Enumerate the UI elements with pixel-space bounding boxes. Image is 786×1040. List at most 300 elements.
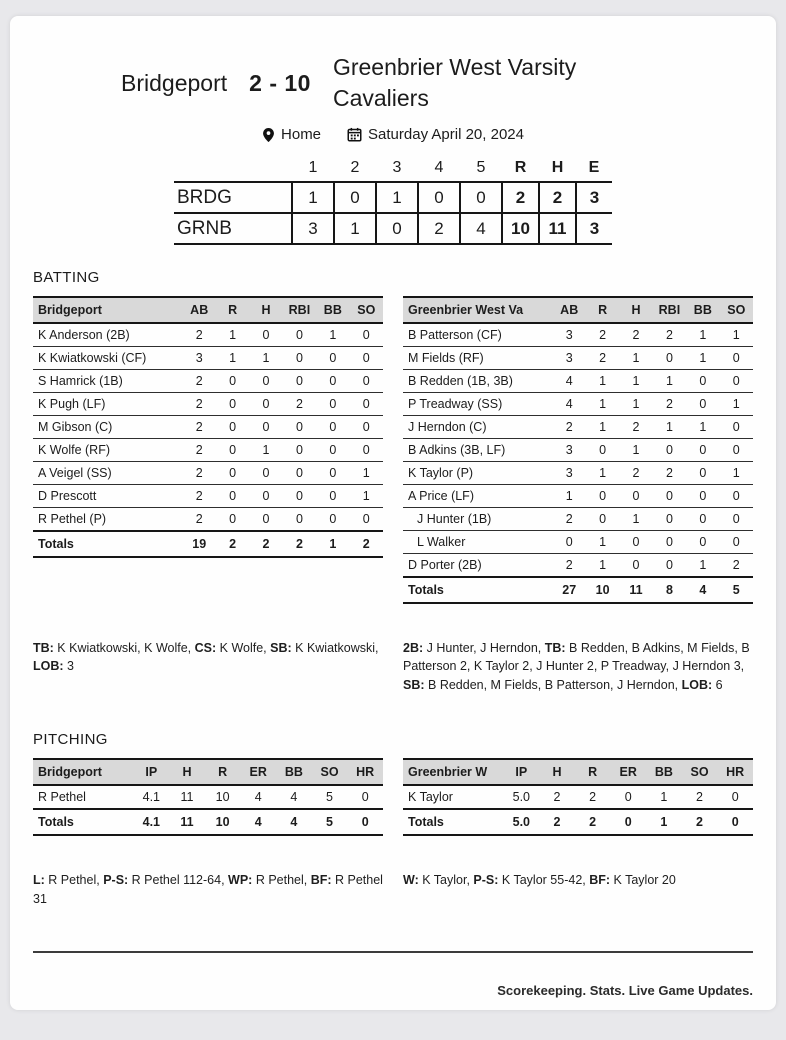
linescore-head bbox=[174, 159, 612, 182]
stats-col-H: H bbox=[249, 297, 282, 323]
player-stat: 0 bbox=[720, 347, 753, 370]
totals-stat: 2 bbox=[283, 531, 316, 557]
totals-stat: 0 bbox=[347, 809, 383, 835]
player-stat: 0 bbox=[249, 323, 282, 347]
totals-stat: 10 bbox=[586, 577, 619, 603]
stats-foot bbox=[33, 809, 383, 835]
linescore-cell: 0 bbox=[376, 213, 418, 244]
stats-body bbox=[403, 323, 753, 577]
player-stat: 0 bbox=[283, 439, 316, 462]
player-stat: 0 bbox=[249, 485, 282, 508]
player-stat: 0 bbox=[316, 462, 349, 485]
player-stat: 2 bbox=[619, 416, 652, 439]
player-stat: 0 bbox=[350, 508, 383, 532]
player-name: P Treadway (SS) bbox=[403, 393, 553, 416]
player-stat: 0 bbox=[720, 485, 753, 508]
note-stat-label: BF: bbox=[589, 872, 611, 887]
linescore-cell: 0 bbox=[418, 182, 460, 213]
stats-col-BB: BB bbox=[276, 759, 312, 785]
totals-stat: 4 bbox=[240, 809, 276, 835]
linescore-table bbox=[174, 159, 612, 245]
player-stat: 1 bbox=[586, 531, 619, 554]
note-stat-label: CS: bbox=[194, 640, 217, 655]
player-row bbox=[33, 462, 383, 485]
player-stat: 2 bbox=[720, 554, 753, 578]
player-stat: 1 bbox=[619, 393, 652, 416]
stats-col-AB: AB bbox=[553, 297, 586, 323]
note-stat-label: TB: bbox=[544, 640, 566, 655]
location-item bbox=[262, 126, 321, 143]
player-stat: 4.1 bbox=[134, 785, 170, 809]
note-stat-label: 2B: bbox=[403, 640, 424, 655]
player-stat: 0 bbox=[249, 508, 282, 532]
stats-col-BB: BB bbox=[646, 759, 682, 785]
player-stat: 3 bbox=[553, 323, 586, 347]
pitching-notes-bridgeport: L: R Pethel, P-S: R Pethel 112-64, WP: R Pethel, BF: R Pethel 31 bbox=[33, 872, 383, 906]
player-stat: 1 bbox=[720, 323, 753, 347]
linescore-corner bbox=[174, 159, 292, 182]
player-row bbox=[403, 554, 753, 578]
footer-divider bbox=[33, 951, 753, 953]
player-stat: 0 bbox=[216, 485, 249, 508]
note-stat-label: LOB: bbox=[681, 678, 713, 693]
player-stat: 0 bbox=[350, 323, 383, 347]
player-row bbox=[33, 485, 383, 508]
player-row bbox=[403, 323, 753, 347]
player-stat: 0 bbox=[653, 439, 686, 462]
totals-stat: 27 bbox=[553, 577, 586, 603]
stats-col-H: H bbox=[169, 759, 205, 785]
player-stat: 0 bbox=[249, 393, 282, 416]
stats-body bbox=[403, 785, 753, 809]
batting-section bbox=[33, 296, 753, 707]
stats-team-title: Bridgeport bbox=[33, 759, 134, 785]
player-stat: 0 bbox=[720, 416, 753, 439]
linescore-col-3: 3 bbox=[392, 159, 402, 177]
player-stat: 1 bbox=[686, 323, 719, 347]
note-stat-label: SB: bbox=[270, 640, 292, 655]
player-name: K Kwiatkowski (CF) bbox=[33, 347, 183, 370]
stats-head-row bbox=[403, 297, 753, 323]
stats-col-R: R bbox=[575, 759, 611, 785]
stats-col-H: H bbox=[619, 297, 652, 323]
player-stat: 0 bbox=[216, 462, 249, 485]
player-stat: 0 bbox=[249, 370, 282, 393]
player-stat: 3 bbox=[553, 439, 586, 462]
player-stat: 0 bbox=[249, 416, 282, 439]
linescore-head-row bbox=[174, 159, 612, 182]
player-stat: 0 bbox=[350, 393, 383, 416]
final-score: 2 - 10 bbox=[249, 69, 311, 96]
player-stat: 1 bbox=[586, 416, 619, 439]
player-name: B Redden (1B, 3B) bbox=[403, 370, 553, 393]
player-stat: 1 bbox=[686, 416, 719, 439]
batting-notes-greenbrier: 2B: J Hunter, J Herndon, TB: B Redden, B Adkins, M Fields, B Patterson 2, K Taylor 2, J Hunter 2, P Treadway, J Herndon 3, SB: B Redden, M Fields, B Patterson, J Herndon, LOB: 6 bbox=[403, 640, 750, 693]
stats-col-R: R bbox=[216, 297, 249, 323]
linescore-team-abbr: BRDG bbox=[177, 186, 232, 208]
linescore-col-H: H bbox=[551, 159, 564, 177]
player-row bbox=[33, 439, 383, 462]
player-name: A Veigel (SS) bbox=[33, 462, 183, 485]
stats-col-BB: BB bbox=[316, 297, 349, 323]
totals-stat: 2 bbox=[682, 809, 718, 835]
player-stat: 2 bbox=[553, 416, 586, 439]
player-name: R Pethel bbox=[33, 785, 134, 809]
totals-stat: 11 bbox=[169, 809, 205, 835]
player-stat: 2 bbox=[586, 323, 619, 347]
player-stat: 0 bbox=[619, 485, 652, 508]
stats-col-SO: SO bbox=[682, 759, 718, 785]
player-stat: 2 bbox=[183, 485, 216, 508]
player-stat: 1 bbox=[646, 785, 682, 809]
totals-label: Totals bbox=[403, 577, 553, 603]
player-stat: 0 bbox=[586, 439, 619, 462]
player-stat: 1 bbox=[619, 439, 652, 462]
player-name: L Walker bbox=[403, 531, 553, 554]
player-stat: 0 bbox=[316, 370, 349, 393]
player-stat: 0 bbox=[249, 462, 282, 485]
stats-col-HR: HR bbox=[347, 759, 383, 785]
stats-col-RBI: RBI bbox=[283, 297, 316, 323]
totals-stat: 0 bbox=[610, 809, 646, 835]
player-name: M Fields (RF) bbox=[403, 347, 553, 370]
player-row bbox=[403, 393, 753, 416]
player-row bbox=[403, 462, 753, 485]
stats-head bbox=[403, 759, 753, 785]
player-name: K Pugh (LF) bbox=[33, 393, 183, 416]
calendar-icon bbox=[347, 127, 362, 142]
note-stat-label: SB: bbox=[403, 678, 425, 693]
player-stat: 1 bbox=[553, 485, 586, 508]
date-item bbox=[347, 126, 524, 143]
player-stat: 1 bbox=[350, 462, 383, 485]
player-stat: 0 bbox=[283, 416, 316, 439]
pitching-section-label: PITCHING bbox=[33, 731, 108, 749]
stats-team-title: Greenbrier W bbox=[403, 759, 504, 785]
player-stat: 0 bbox=[720, 508, 753, 531]
player-stat: 5.0 bbox=[504, 785, 540, 809]
player-row bbox=[33, 347, 383, 370]
player-stat: 3 bbox=[553, 347, 586, 370]
player-stat: 0 bbox=[686, 393, 719, 416]
stats-col-SO: SO bbox=[312, 759, 348, 785]
totals-stat: 4.1 bbox=[134, 809, 170, 835]
player-name: J Hunter (1B) bbox=[403, 508, 553, 531]
location-label: Home bbox=[281, 126, 322, 144]
player-row bbox=[403, 785, 753, 809]
player-name: B Adkins (3B, LF) bbox=[403, 439, 553, 462]
game-header bbox=[33, 52, 753, 114]
totals-label: Totals bbox=[403, 809, 504, 835]
player-stat: 0 bbox=[686, 439, 719, 462]
player-stat: 2 bbox=[653, 462, 686, 485]
stats-foot bbox=[403, 809, 753, 835]
player-stat: 0 bbox=[216, 439, 249, 462]
totals-stat: 2 bbox=[216, 531, 249, 557]
player-stat: 1 bbox=[686, 347, 719, 370]
totals-row bbox=[403, 577, 753, 603]
player-stat: 3 bbox=[183, 347, 216, 370]
linescore-cell: 1 bbox=[334, 213, 376, 244]
note-stat-label: P-S: bbox=[473, 872, 499, 887]
player-stat: 10 bbox=[205, 785, 241, 809]
player-name: B Patterson (CF) bbox=[403, 323, 553, 347]
player-stat: 0 bbox=[283, 370, 316, 393]
linescore-row bbox=[174, 182, 612, 213]
note-stat-label: W: bbox=[403, 872, 419, 887]
player-stat: 2 bbox=[183, 416, 216, 439]
linescore-cell: 0 bbox=[460, 182, 502, 213]
totals-row bbox=[33, 531, 383, 557]
totals-stat: 1 bbox=[316, 531, 349, 557]
pitching-table-greenbrier bbox=[403, 758, 753, 836]
totals-stat: 5 bbox=[720, 577, 753, 603]
player-stat: 0 bbox=[347, 785, 383, 809]
player-stat: 1 bbox=[316, 323, 349, 347]
linescore-row bbox=[174, 213, 612, 244]
player-stat: 0 bbox=[283, 508, 316, 532]
boxscore-page bbox=[10, 16, 776, 1010]
totals-stat: 5.0 bbox=[504, 809, 540, 835]
player-stat: 2 bbox=[183, 323, 216, 347]
player-stat: 1 bbox=[720, 393, 753, 416]
player-stat: 0 bbox=[610, 785, 646, 809]
linescore-col-2: 2 bbox=[350, 159, 360, 177]
player-stat: 1 bbox=[216, 347, 249, 370]
player-name: K Taylor (P) bbox=[403, 462, 553, 485]
player-stat: 1 bbox=[653, 416, 686, 439]
player-stat: 2 bbox=[575, 785, 611, 809]
batting-notes-bridgeport: TB: K Kwiatkowski, K Wolfe, CS: K Wolfe, SB: K Kwiatkowski, LOB: 3 bbox=[33, 640, 379, 674]
player-stat: 0 bbox=[653, 485, 686, 508]
player-stat: 2 bbox=[183, 462, 216, 485]
player-stat: 0 bbox=[586, 485, 619, 508]
stats-team-title: Greenbrier West Va bbox=[403, 297, 553, 323]
player-row bbox=[403, 439, 753, 462]
stats-col-HR: HR bbox=[717, 759, 753, 785]
player-stat: 0 bbox=[686, 370, 719, 393]
player-name: M Gibson (C) bbox=[33, 416, 183, 439]
stats-col-SO: SO bbox=[350, 297, 383, 323]
player-stat: 1 bbox=[249, 347, 282, 370]
player-stat: 0 bbox=[283, 347, 316, 370]
player-stat: 2 bbox=[619, 323, 652, 347]
player-stat: 0 bbox=[619, 531, 652, 554]
player-stat: 0 bbox=[350, 416, 383, 439]
player-stat: 2 bbox=[539, 785, 575, 809]
player-row bbox=[403, 531, 753, 554]
totals-stat: 8 bbox=[653, 577, 686, 603]
player-stat: 1 bbox=[686, 554, 719, 578]
linescore-cell: 1 bbox=[292, 182, 334, 213]
linescore-col-5: 5 bbox=[476, 159, 486, 177]
stats-col-R: R bbox=[205, 759, 241, 785]
linescore-col-4: 4 bbox=[434, 159, 444, 177]
totals-stat: 2 bbox=[350, 531, 383, 557]
player-stat: 2 bbox=[653, 393, 686, 416]
totals-stat: 5 bbox=[312, 809, 348, 835]
stats-foot bbox=[33, 531, 383, 557]
player-name: D Prescott bbox=[33, 485, 183, 508]
player-stat: 1 bbox=[653, 370, 686, 393]
player-stat: 0 bbox=[316, 416, 349, 439]
player-row bbox=[33, 370, 383, 393]
totals-stat: 2 bbox=[249, 531, 282, 557]
player-stat: 0 bbox=[350, 347, 383, 370]
totals-stat: 10 bbox=[205, 809, 241, 835]
totals-stat: 2 bbox=[539, 809, 575, 835]
totals-row bbox=[403, 809, 753, 835]
map-pin-icon bbox=[262, 127, 275, 143]
player-stat: 0 bbox=[619, 554, 652, 578]
totals-stat: 19 bbox=[183, 531, 216, 557]
player-stat: 2 bbox=[586, 347, 619, 370]
totals-stat: 4 bbox=[276, 809, 312, 835]
player-name: J Herndon (C) bbox=[403, 416, 553, 439]
pitching-notes-greenbrier: W: K Taylor, P-S: K Taylor 55-42, BF: K Taylor 20 bbox=[403, 872, 676, 887]
player-stat: 2 bbox=[553, 554, 586, 578]
stats-col-ER: ER bbox=[240, 759, 276, 785]
player-stat: 0 bbox=[717, 785, 753, 809]
player-name: D Porter (2B) bbox=[403, 554, 553, 578]
player-stat: 1 bbox=[216, 323, 249, 347]
batting-section-label: BATTING bbox=[33, 269, 100, 287]
player-stat: 4 bbox=[240, 785, 276, 809]
player-row bbox=[403, 485, 753, 508]
player-stat: 2 bbox=[682, 785, 718, 809]
player-stat: 0 bbox=[216, 393, 249, 416]
player-stat: 0 bbox=[653, 554, 686, 578]
player-stat: 2 bbox=[553, 508, 586, 531]
player-stat: 3 bbox=[553, 462, 586, 485]
linescore-cell: 3 bbox=[292, 213, 334, 244]
player-name: R Pethel (P) bbox=[33, 508, 183, 532]
player-row bbox=[403, 416, 753, 439]
player-row bbox=[33, 393, 383, 416]
stats-head bbox=[403, 297, 753, 323]
stats-col-RBI: RBI bbox=[653, 297, 686, 323]
linescore-cell: 4 bbox=[460, 213, 502, 244]
note-stat-label: TB: bbox=[33, 640, 54, 655]
player-stat: 2 bbox=[283, 393, 316, 416]
stats-body bbox=[33, 323, 383, 531]
player-stat: 0 bbox=[216, 416, 249, 439]
player-stat: 1 bbox=[249, 439, 282, 462]
totals-row bbox=[33, 809, 383, 835]
totals-stat: 0 bbox=[717, 809, 753, 835]
stats-head-row bbox=[33, 297, 383, 323]
player-stat: 2 bbox=[653, 323, 686, 347]
totals-stat: 11 bbox=[619, 577, 652, 603]
game-meta bbox=[33, 126, 753, 143]
stats-col-SO: SO bbox=[720, 297, 753, 323]
player-stat: 0 bbox=[316, 347, 349, 370]
player-stat: 0 bbox=[686, 508, 719, 531]
player-stat: 1 bbox=[619, 347, 652, 370]
player-stat: 0 bbox=[316, 439, 349, 462]
linescore-cell: 3 bbox=[576, 182, 612, 213]
player-name: K Taylor bbox=[403, 785, 504, 809]
linescore-team-abbr: GRNB bbox=[177, 217, 232, 239]
player-stat: 2 bbox=[183, 508, 216, 532]
player-row bbox=[33, 416, 383, 439]
totals-stat: 4 bbox=[686, 577, 719, 603]
linescore-cell: 2 bbox=[502, 182, 539, 213]
note-stat-label: P-S: bbox=[103, 872, 129, 887]
player-stat: 1 bbox=[350, 485, 383, 508]
totals-label: Totals bbox=[33, 809, 134, 835]
player-row bbox=[403, 347, 753, 370]
player-stat: 0 bbox=[686, 531, 719, 554]
stats-col-H: H bbox=[539, 759, 575, 785]
stats-head-row bbox=[33, 759, 383, 785]
player-stat: 1 bbox=[586, 462, 619, 485]
player-stat: 0 bbox=[316, 508, 349, 532]
stats-head bbox=[33, 759, 383, 785]
player-stat: 0 bbox=[686, 462, 719, 485]
player-stat: 2 bbox=[183, 393, 216, 416]
note-stat-label: LOB: bbox=[33, 659, 64, 674]
player-name: A Price (LF) bbox=[403, 485, 553, 508]
stats-col-AB: AB bbox=[183, 297, 216, 323]
player-row bbox=[33, 323, 383, 347]
note-stat-label: WP: bbox=[228, 872, 253, 887]
linescore-col-R: R bbox=[514, 159, 527, 177]
player-stat: 4 bbox=[553, 370, 586, 393]
stats-col-IP: IP bbox=[504, 759, 540, 785]
player-stat: 0 bbox=[720, 370, 753, 393]
player-stat: 1 bbox=[619, 508, 652, 531]
player-stat: 0 bbox=[653, 347, 686, 370]
player-stat: 0 bbox=[316, 485, 349, 508]
footer-tagline: Scorekeeping. Stats. Live Game Updates. bbox=[497, 982, 753, 998]
stats-col-IP: IP bbox=[134, 759, 170, 785]
player-stat: 0 bbox=[686, 485, 719, 508]
linescore-cell: 3 bbox=[576, 213, 612, 244]
linescore-body bbox=[174, 182, 612, 244]
player-stat: 0 bbox=[283, 462, 316, 485]
stats-body bbox=[33, 785, 383, 809]
player-stat: 1 bbox=[586, 393, 619, 416]
linescore-cell: 0 bbox=[334, 182, 376, 213]
pitching-table-bridgeport bbox=[33, 758, 383, 836]
player-row bbox=[403, 508, 753, 531]
player-stat: 0 bbox=[553, 531, 586, 554]
note-stat-label: BF: bbox=[310, 872, 332, 887]
stats-col-BB: BB bbox=[686, 297, 719, 323]
stats-col-R: R bbox=[586, 297, 619, 323]
date-label: Saturday April 20, 2024 bbox=[368, 126, 524, 144]
player-stat: 0 bbox=[653, 508, 686, 531]
linescore-cell: 11 bbox=[539, 213, 576, 244]
player-stat: 0 bbox=[316, 393, 349, 416]
stats-foot bbox=[403, 577, 753, 603]
note-stat-label: L: bbox=[33, 872, 45, 887]
linescore-col-E: E bbox=[588, 159, 600, 177]
home-team-name: Greenbrier West Varsity Cavaliers bbox=[332, 54, 577, 112]
pitching-section bbox=[33, 758, 753, 921]
stats-col-ER: ER bbox=[610, 759, 646, 785]
player-stat: 4 bbox=[276, 785, 312, 809]
player-stat: 0 bbox=[283, 485, 316, 508]
player-stat: 1 bbox=[619, 370, 652, 393]
player-stat: 1 bbox=[720, 462, 753, 485]
linescore-cell: 1 bbox=[376, 182, 418, 213]
player-stat: 0 bbox=[283, 323, 316, 347]
player-stat: 1 bbox=[586, 554, 619, 578]
player-stat: 0 bbox=[720, 439, 753, 462]
player-name: K Anderson (2B) bbox=[33, 323, 183, 347]
